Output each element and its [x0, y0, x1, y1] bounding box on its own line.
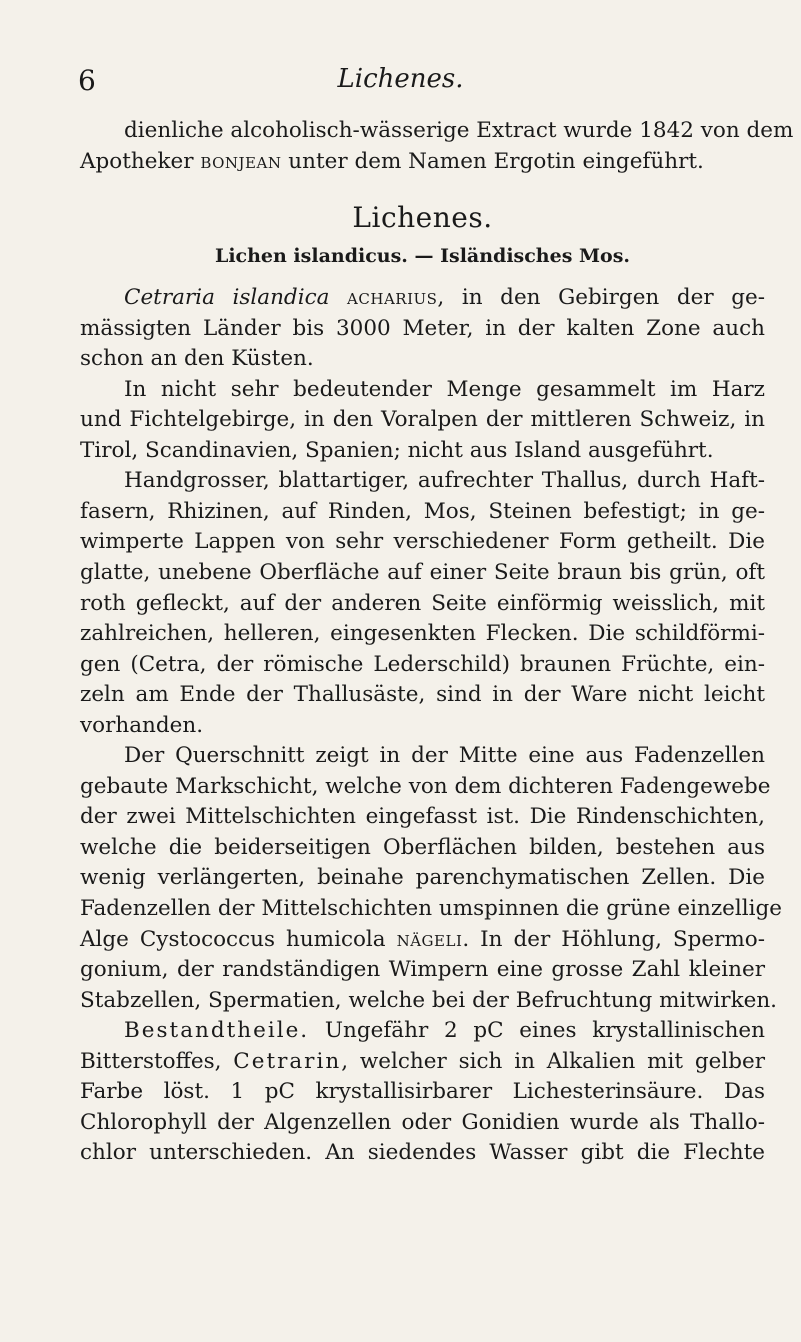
text-line: vorhanden.: [80, 712, 204, 738]
emphasis-term: Bestandtheile.: [124, 1018, 310, 1044]
emphasis-term: Cetrarin: [233, 1048, 342, 1074]
text-line: zeln am Ende der Thallusäste, sind in der Ware nicht leicht: [80, 682, 765, 708]
text-line: roth gefleckt, auf der anderen Seite einförmig weisslich, mit: [80, 590, 765, 616]
text-line: zahlreichen, helleren, eingesenkten Flecken. Die schildförmi-: [80, 621, 765, 647]
text-line: Alge Cystococcus humicola nägeli. In der Höhlung, Spermo-: [80, 926, 765, 952]
text-line: Stabzellen, Spermatien, welche bei der Befruchtung mitwirken.: [80, 987, 778, 1013]
text-line: gonium, der randständigen Wimpern eine grosse Zahl kleiner: [80, 957, 765, 983]
text-line: mässigten Länder bis 3000 Meter, in der kalten Zone auch: [80, 315, 765, 341]
text-line: Farbe löst. 1 pC krystallisirbarer Lichesterinsäure. Das: [80, 1079, 765, 1105]
author-name: bonjean: [200, 148, 282, 174]
text-line: glatte, unebene Oberfläche auf einer Seite braun bis grün, oft: [80, 560, 765, 586]
text-line: Fadenzellen der Mittelschichten umspinnen die grüne einzellige: [80, 896, 783, 922]
text-line: Apotheker bonjean unter dem Namen Ergotin eingeführt.: [80, 148, 704, 174]
author-name: nägeli: [396, 926, 463, 952]
text-line: wenig verlängerten, beinahe parenchymatischen Zellen. Die: [80, 865, 765, 891]
text-line: Cetraria islandica acharius, in den Gebirgen der ge-: [124, 285, 765, 311]
section-subtitle: Lichen islandicus. — Isländisches Mos.: [214, 245, 631, 268]
text-line: dienliche alcoholisch-wässerige Extract wurde 1842 von dem: [124, 118, 794, 143]
text-line: Bestandtheile. Ungefähr 2 pC eines krystallinischen: [124, 1018, 765, 1044]
text-line: Chlorophyll der Algenzellen oder Gonidien wurde als Thallo-: [80, 1109, 765, 1135]
text-line: wimperte Lappen von sehr verschiedener Form getheilt. Die: [80, 529, 765, 555]
text-line: gen (Cetra, der römische Lederschild) braunen Früchte, ein-: [80, 651, 765, 677]
page-number: 6: [78, 64, 96, 97]
text-line: In nicht sehr bedeutender Menge gesammelt im Harz: [124, 376, 765, 402]
text-line: und Fichtelgebirge, in den Voralpen der mittleren Schweiz, in: [80, 407, 765, 433]
section-title: Lichenes.: [352, 201, 493, 235]
author-name: acharius: [347, 285, 438, 311]
species-name: Cetraria islandica: [124, 285, 330, 311]
text-line: gebaute Markschicht, welche von dem dichteren Fadengewebe: [80, 773, 771, 799]
running-title: Lichenes.: [337, 64, 464, 94]
text-line: Der Querschnitt zeigt in der Mitte eine aus Fadenzellen: [124, 743, 765, 769]
text-line: fasern, Rhizinen, auf Rinden, Mos, Steinen befestigt; in ge-: [80, 498, 765, 524]
page-header: [78, 64, 723, 100]
text-line: chlor unterschieden. An siedendes Wasser gibt die Flechte: [80, 1140, 765, 1166]
text-line: Bitterstoffes, Cetrarin, welcher sich in Alkalien mit gelber: [80, 1048, 765, 1074]
body-text: [80, 116, 794, 1169]
text-line: Handgrosser, blattartiger, aufrechter Thallus, durch Haft-: [124, 468, 765, 494]
text-line: schon an den Küsten.: [80, 346, 314, 372]
text-line: der zwei Mittelschichten eingefasst ist. Die Rindenschichten,: [80, 804, 765, 830]
text-line: Tirol, Scandinavien, Spanien; nicht aus Island ausgeführt.: [80, 437, 714, 463]
text-line: welche die beiderseitigen Oberflächen bilden, bestehen aus: [80, 834, 765, 860]
